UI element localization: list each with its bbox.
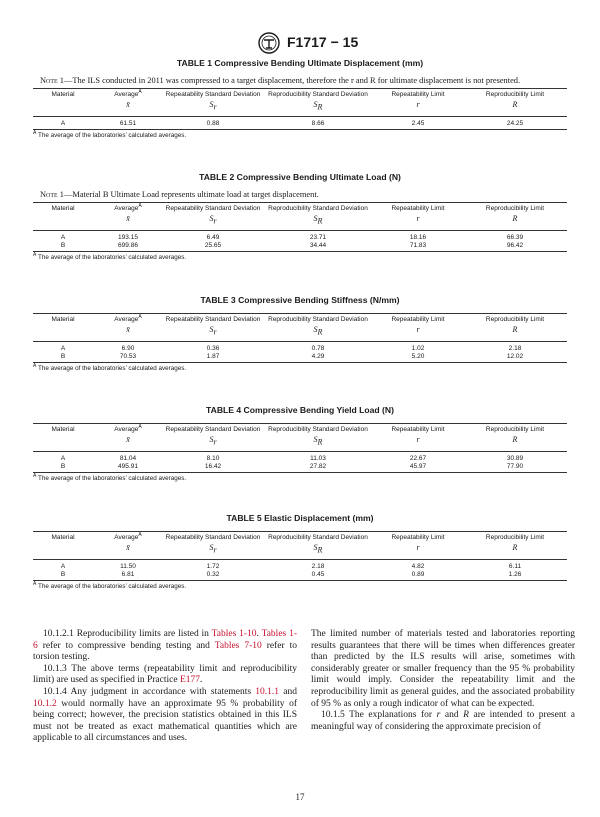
astm-logo-icon [258,32,280,54]
header-row [33,203,567,214]
table-cell: 61.51 [93,117,163,130]
table-title: TABLE 3 Compressive Bending Stiffness (N/mm) [200,295,400,305]
sym: x̄ [126,543,130,552]
note-label: Note 1 [40,76,64,85]
table-row [33,452,567,464]
sym-repeat-limit [373,99,463,117]
header-row [33,89,567,100]
data-table [33,88,567,130]
sym: S [209,435,214,444]
table-row [33,117,567,130]
blank [33,324,93,342]
table-cell: 0.36 [206,345,220,352]
symbol-row [33,99,567,117]
sup: A [138,423,142,430]
col-repeat-sd: Repeatability Standard Deviation [163,89,263,100]
table-cell: A [60,234,66,241]
link-tables-1-10[interactable]: Tables 1-10 [211,629,257,639]
col-reprod-limit: Reproducibility Limit [463,89,567,100]
text: 10.1.3 The above terms (repeatability limit and reproducibility limit) are used as specified in Practice [33,663,297,686]
table-cell: 1.72 [206,563,220,570]
table-cell: 2.18 [508,345,522,352]
link-10-1-2[interactable]: 10.1.2 [33,698,57,709]
sym: S [209,214,214,223]
sym-reprod-sd [263,434,373,452]
table-cell: 66.39 [506,234,524,241]
sym-reprod-limit [463,324,567,342]
sym: r [416,100,420,109]
table-cell: 699.86 [93,242,163,252]
sym: S [209,543,214,552]
page-number: 17 [295,792,305,802]
link-tables-1-6[interactable]: Tables 1-6 [33,629,297,651]
table-row [33,560,567,572]
col-average [93,314,163,325]
sub: r [213,437,217,447]
sym-repeat-sd [163,99,263,117]
paragraph-10-1-3 [33,664,297,687]
table-cell: 6.11 [508,563,522,570]
blank [33,542,93,560]
table-cell: A [33,117,93,130]
body-left-column [33,629,297,745]
data-table [33,531,567,581]
sub: r [213,545,217,555]
table-cell: 0.45 [263,571,373,581]
footnote-mark: A [33,472,37,479]
table-cell: A [60,455,66,462]
symbol-R: R [463,710,469,721]
table-note [40,190,567,199]
text: would normally have an approximate 95 % probability of being correct; however, the precision statistics obtained in this ILS must not be treated as exact mathematical quantities which are applicable to all circumstances and uses. [33,698,297,744]
table-cell: 0.89 [373,571,463,581]
col-material: Material [33,424,93,435]
sym: r [416,214,420,223]
sym: r [416,435,420,444]
sub: R [317,216,323,226]
text: and [440,710,464,721]
sym-average [93,434,163,452]
table-cell: 30.89 [506,455,524,462]
sym: r [416,543,420,552]
col-reprod-limit: Reproducibility Limit [463,424,567,435]
sym-repeat-limit [373,542,463,560]
header-row [33,314,567,325]
table-footnote [33,251,567,261]
col-material: Material [33,89,93,100]
table-footnote [33,129,567,139]
table-1 [33,58,567,139]
table-cell: 11.50 [120,563,136,570]
table-cell: 45.97 [373,463,463,473]
text: 10.1.5 The explanations for [321,710,437,721]
table-row [33,353,567,363]
sup: A [138,88,142,95]
table-cell: 8.66 [263,117,373,130]
sym: R [512,100,518,109]
table-cell: B [33,463,93,473]
sub: r [213,216,217,226]
note-text: —The ILS conducted in 2011 was compressed to a target displacement, therefore the r and R for ultimate displacement is not presented. [64,76,521,85]
label: Average [114,316,139,323]
col-reprod-limit: Reproducibility Limit [463,314,567,325]
table-cell: A [60,345,66,352]
col-repeat-limit: Repeatability Limit [373,203,463,214]
table-footnote [33,580,567,590]
sym-reprod-sd [263,324,373,342]
col-average [93,532,163,543]
paragraph-continued: The limited number of materials tested and laboratories reporting results guarantees that there will be times when differences greater than predicted by the ILS results will arise, sometimes with considerably greater or smaller frequency than the 95 % probability limit would imply. Consider the repeatability limit and the reproducibility limit as general guides, and the associated probability of 95 % as only a rough indicator of what can be expected. [311,629,575,709]
table-cell: 495.91 [93,463,163,473]
blank [33,99,93,117]
sup: A [138,313,142,320]
table-cell: 8.10 [206,455,220,462]
paragraph-10-1-5 [311,710,575,733]
table-cell: 193.15 [118,234,138,241]
table-cell: 23.71 [309,234,327,241]
sub: R [317,327,323,337]
table-cell: 5.20 [373,353,463,363]
table-cell: A [60,563,66,570]
col-material: Material [33,203,93,214]
label: Average [114,534,139,541]
text: 10.1.4 Any judgment in accordance with statements [43,686,256,697]
table-note [40,76,567,85]
table-cell: 6.49 [206,234,220,241]
table-cell: 0.88 [163,117,263,130]
footnote-text: The average of the laboratories’ calculated averages. [36,583,187,590]
symbol-row [33,542,567,560]
data-table [33,423,567,473]
table-footnote [33,362,567,372]
page-header [0,30,600,54]
table-cell: 18.16 [409,234,427,241]
sym: S [313,100,318,109]
table-cell: B [33,242,93,252]
link-e177[interactable]: E177 [179,675,200,686]
sym-reprod-limit [463,99,567,117]
sym: R [512,435,518,444]
link-tables-7-10[interactable]: Tables 7-10 [214,640,262,651]
table-cell: 77.90 [463,463,567,473]
col-reprod-sd: Reproducibility Standard Deviation [263,314,373,325]
sym-repeat-sd [163,542,263,560]
sym: S [209,100,214,109]
label: Average [114,205,139,212]
col-repeat-sd: Repeatability Standard Deviation [163,424,263,435]
table-title: TABLE 5 Elastic Displacement (mm) [226,513,374,523]
col-repeat-limit: Repeatability Limit [373,424,463,435]
sym-reprod-sd [263,213,373,231]
sym-repeat-limit [373,213,463,231]
text: 10.1.2.1 Reproducibility limits are listed in [43,629,212,639]
sym: S [313,214,318,223]
sym-reprod-sd [263,99,373,117]
sub: R [317,545,323,555]
col-repeat-limit: Repeatability Limit [373,89,463,100]
sym-average [93,99,163,117]
table-cell: 1.02 [411,345,425,352]
table-cell: 70.53 [93,353,163,363]
table-cell: 6.81 [93,571,163,581]
table-cell: 12.02 [463,353,567,363]
table-row [33,571,567,581]
col-repeat-sd: Repeatability Standard Deviation [163,314,263,325]
table-2 [33,172,567,261]
label: Average [114,91,139,98]
data-table [33,202,567,252]
sym-repeat-sd [163,324,263,342]
table-cell: 4.29 [263,353,373,363]
sym: r [416,325,420,334]
sym: R [512,214,518,223]
paragraph-10-1-2-1 [33,629,297,664]
text: . [200,675,203,686]
col-reprod-sd: Reproducibility Standard Deviation [263,424,373,435]
col-reprod-sd: Reproducibility Standard Deviation [263,532,373,543]
link-10-1-1[interactable]: 10.1.1 [255,686,280,697]
footnote-mark: A [33,580,37,587]
col-reprod-sd: Reproducibility Standard Deviation [263,89,373,100]
sub: R [317,102,323,112]
col-reprod-limit: Reproducibility Limit [463,532,567,543]
footnote-text: The average of the laboratories’ calculated averages. [36,254,187,261]
footnote-mark: A [33,251,37,258]
sub: r [213,102,217,112]
body-right-column [311,629,575,733]
sym: R [512,325,518,334]
table-3 [33,295,567,372]
sym-reprod-sd [263,542,373,560]
sym-reprod-limit [463,213,567,231]
table-cell: 11.03 [310,455,326,462]
symbol-row [33,213,567,231]
table-cell: 4.82 [411,563,425,570]
sym: x̄ [126,214,130,223]
table-cell: 6.90 [121,345,135,352]
col-material: Material [33,532,93,543]
sub: R [317,437,323,447]
table-cell: 2.18 [311,563,325,570]
sym-average [93,213,163,231]
col-repeat-limit: Repeatability Limit [373,532,463,543]
sym-reprod-limit [463,434,567,452]
paragraph-10-1-4 [33,687,297,745]
sup: A [138,202,142,209]
col-repeat-sd: Repeatability Standard Deviation [163,532,263,543]
symbol-r: r [436,710,441,721]
text: are intended to present a meaningful way of considering the approximate precision of [311,710,575,732]
table-row [33,242,567,252]
sub: r [213,327,217,337]
table-title: TABLE 2 Compressive Bending Ultimate Load (N) [199,172,401,182]
table-title: TABLE 4 Compressive Bending Yield Load (N) [206,405,394,415]
col-average [93,424,163,435]
table-cell: 25.65 [163,242,263,252]
sym: S [209,325,214,334]
sym-average [93,542,163,560]
sym: S [313,325,318,334]
blank [33,434,93,452]
col-material: Material [33,314,93,325]
table-cell: B [33,353,93,363]
sup: A [138,531,142,538]
label: Average [114,426,139,433]
col-average [93,203,163,214]
table-cell: 0.32 [163,571,263,581]
table-row [33,342,567,354]
text: refer to compressive bending testing and [37,640,215,651]
col-average [93,89,163,100]
footnote-mark: A [33,129,37,136]
text: . [256,629,262,639]
note-text: —Material B Ultimate Load represents ultimate load at target displacement. [64,190,319,199]
symbol-row [33,324,567,342]
table-cell: 22.67 [409,455,427,462]
table-row [33,463,567,473]
table-cell: 34.44 [263,242,373,252]
sym: S [313,435,318,444]
sym-repeat-limit [373,324,463,342]
footnote-text: The average of the laboratories’ calculated averages. [36,132,187,139]
table-cell: 71.83 [373,242,463,252]
table-title: TABLE 1 Compressive Bending Ultimate Displacement (mm) [176,58,424,68]
col-reprod-limit: Reproducibility Limit [463,203,567,214]
footnote-mark: A [33,362,37,369]
note-label: Note 1 [40,190,64,199]
table-footnote [33,472,567,482]
text: refer to torsion testing. [33,640,297,663]
footnote-text: The average of the laboratories’ calculated averages. [36,365,187,372]
col-reprod-sd: Reproducibility Standard Deviation [263,203,373,214]
table-5 [33,513,567,590]
symbol-row [33,434,567,452]
sym: S [313,543,318,552]
document-id: F1717 − 15 [287,34,359,50]
col-repeat-sd: Repeatability Standard Deviation [163,203,263,214]
header-row [33,424,567,435]
sym-repeat-sd [163,434,263,452]
sym: R [512,543,518,552]
table-cell: 16.42 [163,463,263,473]
table-cell: 0.78 [311,345,325,352]
table-cell: 1.26 [463,571,567,581]
table-cell: 2.45 [373,117,463,130]
sym-reprod-limit [463,542,567,560]
table-row [33,231,567,243]
header-row [33,532,567,543]
sym: x̄ [126,325,130,334]
table-4 [33,405,567,482]
blank [33,213,93,231]
table-cell: 81.04 [119,455,137,462]
table-cell: 27.82 [263,463,373,473]
sym: x̄ [126,435,130,444]
sym-average [93,324,163,342]
table-cell: 96.42 [463,242,567,252]
sym-repeat-limit [373,434,463,452]
table-cell: B [33,571,93,581]
col-repeat-limit: Repeatability Limit [373,314,463,325]
sym: x̄ [126,100,130,109]
table-cell: 24.25 [463,117,567,130]
footnote-text: The average of the laboratories’ calculated averages. [36,475,187,482]
text: and [279,686,297,697]
table-cell: 1.87 [163,353,263,363]
sym-repeat-sd [163,213,263,231]
data-table [33,313,567,363]
